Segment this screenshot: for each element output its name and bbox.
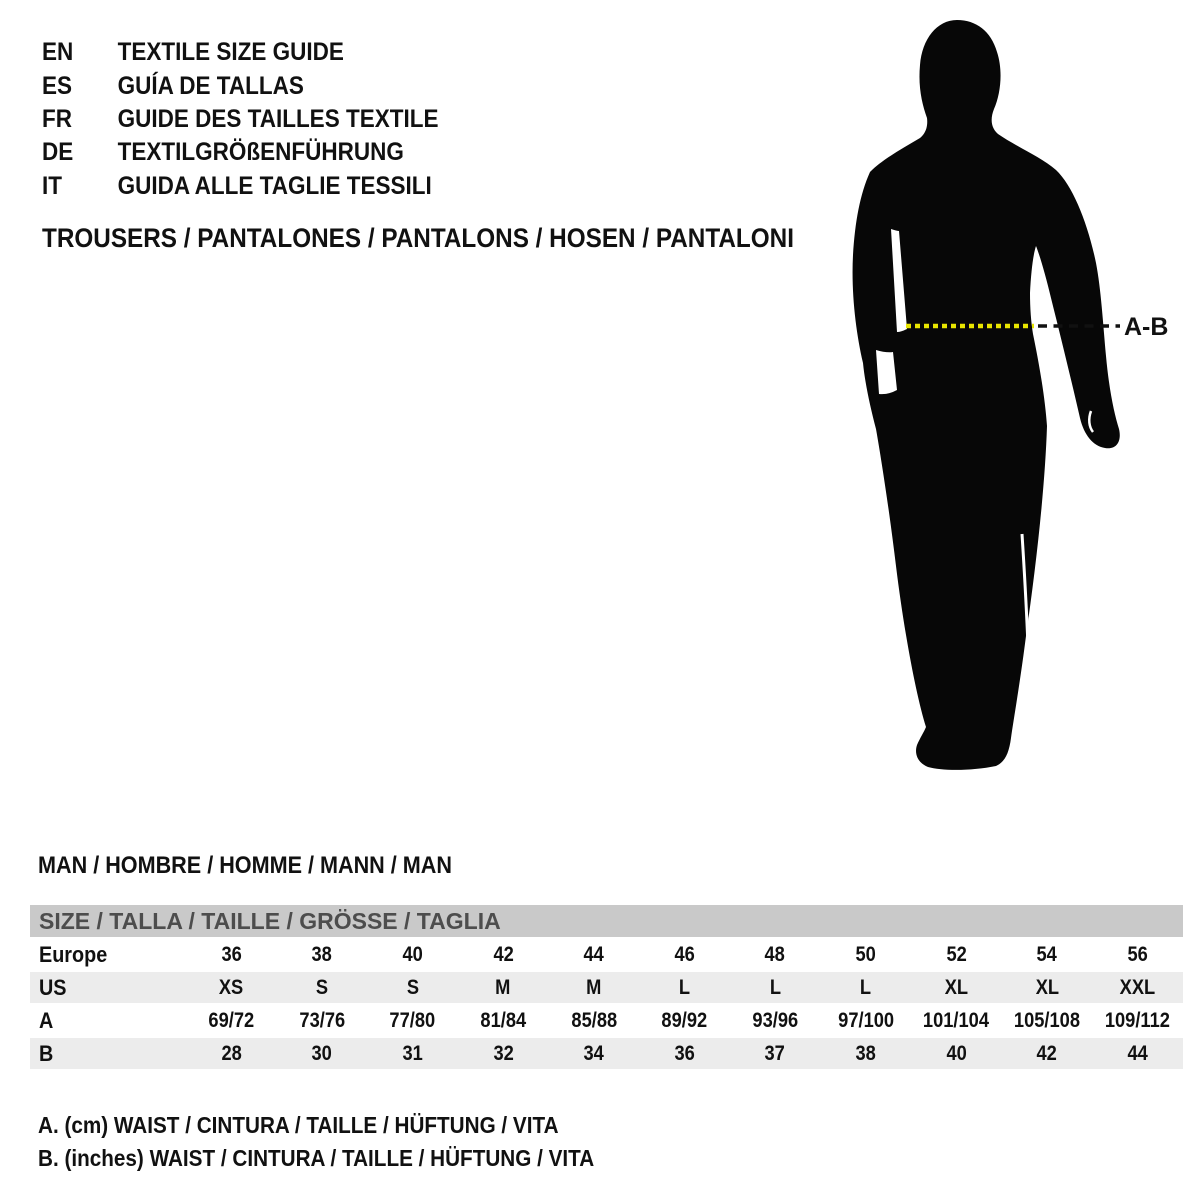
lang-row-en xyxy=(42,36,438,69)
row-label xyxy=(30,1041,186,1067)
size-cell-text: 50 xyxy=(855,942,876,966)
size-cell-text: 44 xyxy=(583,942,605,966)
size-cell-text: XL xyxy=(944,975,969,999)
size-cell xyxy=(911,943,1002,967)
lang-title: GUIDE DES TAILLES TEXTILE xyxy=(117,104,439,133)
size-cell-text: L xyxy=(769,975,781,999)
row-label xyxy=(30,975,186,1001)
size-cell-text: S xyxy=(315,975,329,999)
size-cell xyxy=(820,943,911,967)
size-cell-text: 52 xyxy=(946,942,967,966)
row-label-text: US xyxy=(39,974,67,1000)
lang-code: EN xyxy=(42,38,74,67)
footnote-cm-waist: A. (cm) WAIST / CINTURA / TAILLE / HÜFTUNG / VITA xyxy=(38,1112,559,1138)
size-cell-text: 54 xyxy=(1036,942,1058,966)
lang-title: TEXTILE SIZE GUIDE xyxy=(117,38,344,67)
size-cell xyxy=(730,943,821,967)
size-cell xyxy=(820,1042,911,1066)
size-cell xyxy=(1092,976,1183,1000)
row-label xyxy=(30,942,186,968)
size-cell-text: 42 xyxy=(1036,1041,1058,1065)
size-cell xyxy=(639,1009,730,1033)
lang-row-fr xyxy=(42,103,438,136)
size-cell xyxy=(367,943,458,967)
waist-measure-label: A-B xyxy=(1124,313,1169,341)
size-cell xyxy=(549,943,640,967)
size-cell-text: 32 xyxy=(493,1041,514,1065)
size-cell-text: XS xyxy=(219,975,244,999)
size-cell-text: XXL xyxy=(1119,975,1156,999)
size-cell-text: 36 xyxy=(674,1041,695,1065)
size-cell xyxy=(549,976,640,1000)
size-cell xyxy=(1092,943,1183,967)
size-cell xyxy=(1002,1042,1093,1066)
size-cell-text: S xyxy=(406,975,419,999)
size-cell-text: 37 xyxy=(765,1041,786,1065)
size-cell-text: 93/96 xyxy=(752,1008,799,1032)
lang-code: ES xyxy=(42,71,73,100)
size-cell xyxy=(911,1042,1002,1066)
size-cell xyxy=(458,1042,549,1066)
size-cell xyxy=(186,1042,277,1066)
row-label-text: Europe xyxy=(39,941,108,967)
size-cell-text: 38 xyxy=(311,942,333,966)
lang-title: TEXTILGRÖßENFÜHRUNG xyxy=(117,138,404,167)
table-row xyxy=(30,939,1183,972)
table-row xyxy=(30,972,1183,1005)
measurement-figure xyxy=(840,0,1185,790)
size-table xyxy=(30,905,1183,1071)
size-cell-text: 109/112 xyxy=(1105,1008,1171,1032)
row-label-text: B xyxy=(39,1040,54,1066)
size-cell-text: XL xyxy=(1035,975,1059,999)
size-cell xyxy=(730,1009,821,1033)
size-cell xyxy=(458,976,549,1000)
size-cell xyxy=(549,1042,640,1066)
size-cell xyxy=(911,976,1002,1000)
size-cell xyxy=(549,1009,640,1033)
size-cell-text: 31 xyxy=(402,1041,423,1065)
row-label-text: A xyxy=(39,1007,54,1033)
size-cell-text: 38 xyxy=(855,1041,876,1065)
size-cell-text: 77/80 xyxy=(389,1008,436,1032)
size-cell-text: 56 xyxy=(1127,942,1148,966)
size-cell xyxy=(277,976,368,1000)
size-cell-text: 42 xyxy=(493,942,514,966)
lang-row-es xyxy=(42,69,438,102)
size-cell-text: 73/76 xyxy=(299,1008,345,1032)
size-cell xyxy=(1092,1042,1183,1066)
man-silhouette-icon xyxy=(840,0,1185,790)
size-cell xyxy=(911,1009,1002,1033)
size-cell-text: 46 xyxy=(674,942,695,966)
size-cell-text: 30 xyxy=(311,1041,333,1065)
lang-row-it xyxy=(42,170,438,203)
size-cell xyxy=(1002,1009,1093,1033)
lang-title: GUÍA DE TALLAS xyxy=(117,71,304,100)
size-table-rows xyxy=(30,939,1183,1071)
size-cell-text: M xyxy=(495,975,511,999)
size-cell xyxy=(1002,943,1093,967)
size-cell xyxy=(639,976,730,1000)
size-cell-text: 81/84 xyxy=(480,1008,527,1032)
size-cell xyxy=(1092,1009,1183,1033)
size-cell-text: 40 xyxy=(946,1041,967,1065)
gender-heading: MAN / HOMBRE / HOMME / MANN / MAN xyxy=(38,852,452,879)
size-cell-text: 44 xyxy=(1127,1041,1148,1065)
size-cell-text: M xyxy=(586,975,602,999)
size-cell-text: 34 xyxy=(583,1041,605,1065)
size-cell xyxy=(730,976,821,1000)
size-table-header-label: SIZE / TALLA / TAILLE / GRÖSSE / TAGLIA xyxy=(39,907,501,934)
size-cell-text: 28 xyxy=(221,1041,242,1065)
size-cell xyxy=(277,1009,368,1033)
size-cell xyxy=(639,1042,730,1066)
size-cell xyxy=(277,943,368,967)
size-cell-text: 105/108 xyxy=(1014,1008,1081,1032)
size-cell xyxy=(277,1042,368,1066)
size-cell-text: 89/92 xyxy=(661,1008,708,1032)
lang-title: GUIDA ALLE TAGLIE TESSILI xyxy=(117,171,432,200)
size-cell xyxy=(186,943,277,967)
size-cell-text: L xyxy=(860,975,872,999)
size-cell-text: 48 xyxy=(765,942,786,966)
size-table-header xyxy=(30,905,1183,937)
size-cell xyxy=(639,943,730,967)
size-cell-text: 36 xyxy=(221,942,242,966)
size-cell xyxy=(186,1009,277,1033)
size-cell-text: L xyxy=(678,975,691,999)
size-cell xyxy=(1002,976,1093,1000)
size-cell xyxy=(186,976,277,1000)
size-cell xyxy=(458,943,549,967)
silhouette-body xyxy=(853,20,1120,770)
lang-code: IT xyxy=(42,171,62,200)
size-cell-text: 40 xyxy=(402,942,423,966)
category-heading: TROUSERS / PANTALONES / PANTALONS / HOSEN / PANTALONI xyxy=(42,223,794,253)
size-cell-text: 85/88 xyxy=(571,1008,617,1032)
lang-row-de xyxy=(42,136,438,169)
table-row xyxy=(30,1038,1183,1071)
size-cell xyxy=(367,1009,458,1033)
size-cell xyxy=(730,1042,821,1066)
footnote-inches-waist: B. (inches) WAIST / CINTURA / TAILLE / HÜFTUNG / VITA xyxy=(38,1145,595,1171)
row-label xyxy=(30,1008,186,1034)
table-row xyxy=(30,1005,1183,1038)
lang-code: DE xyxy=(42,138,74,167)
size-cell xyxy=(458,1009,549,1033)
size-cell-text: 97/100 xyxy=(837,1008,894,1032)
language-title-list xyxy=(42,36,483,203)
size-cell xyxy=(367,1042,458,1066)
size-cell xyxy=(367,976,458,1000)
size-cell-text: 69/72 xyxy=(208,1008,255,1032)
size-cell-text: 101/104 xyxy=(923,1008,990,1032)
lang-code: FR xyxy=(42,104,72,133)
size-cell xyxy=(820,976,911,1000)
size-cell xyxy=(820,1009,911,1033)
